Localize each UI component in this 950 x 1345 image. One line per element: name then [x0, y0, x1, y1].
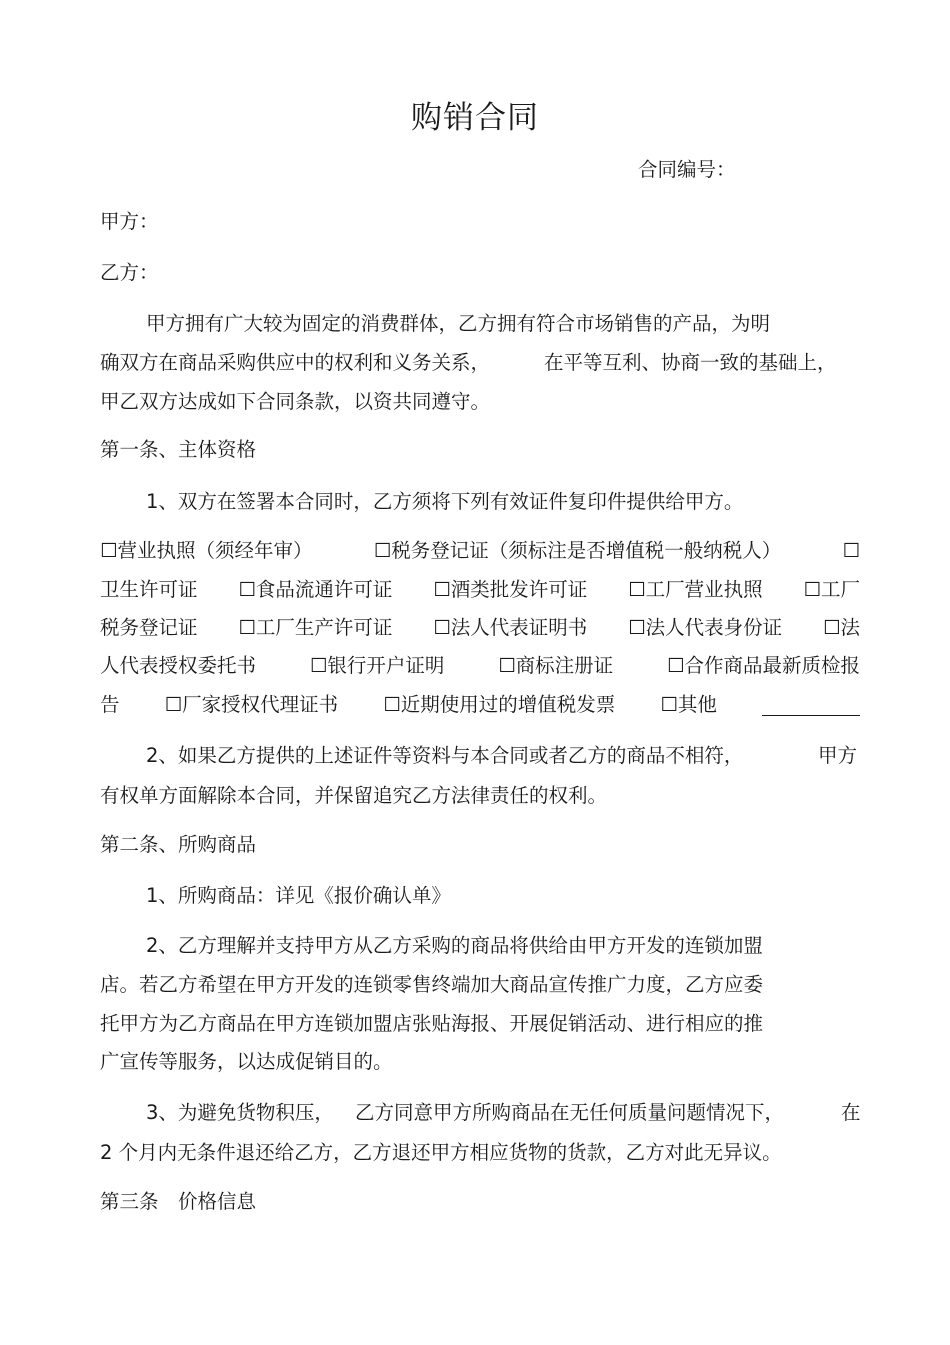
- article-2-clause-2-line-4: 广宣传等服务，以达成促销目的。: [100, 1050, 393, 1073]
- checklist-item: ☐其他: [660, 693, 717, 716]
- checklist-item: ☐工厂营业执照: [628, 578, 763, 601]
- document-checklist-row-4: [100, 653, 860, 679]
- checklist-item: ☐近期使用过的增值税发票: [383, 693, 616, 716]
- preamble-line-1: 甲方拥有广大较为固定的消费群体，乙方拥有符合市场销售的产品，为明: [146, 312, 771, 335]
- party-b-label: 乙方：: [100, 261, 159, 284]
- article-1-clause-2-b: 甲方: [818, 744, 858, 767]
- article-3-heading: 第三条 价格信息: [100, 1190, 257, 1213]
- document-checklist-row-1: [100, 538, 860, 564]
- checklist-item: ☐营业执照（须经年审）: [100, 539, 313, 562]
- checklist-item: ☐银行开户证明: [309, 654, 445, 677]
- checklist-item: ☐法人代表身份证: [628, 616, 783, 639]
- article-2-heading: 第二条、所购商品: [100, 833, 257, 856]
- checklist-item: ☐法人代表证明书: [433, 616, 588, 639]
- article-2-clause-3-c: 在: [841, 1101, 861, 1124]
- party-a-label: 甲方：: [100, 210, 159, 233]
- document-checklist-row-3: [100, 615, 860, 641]
- article-1-clause-2-line-2: 有权单方面解除本合同，并保留追究乙方法律责任的权利。: [100, 784, 608, 807]
- article-2-clause-2-line-2: 店。若乙方希望在甲方开发的连锁零售终端加大商品宣传推广力度，乙方应委: [100, 973, 764, 996]
- checklist-item: ☐酒类批发许可证: [433, 578, 588, 601]
- document-title: 购销合同: [411, 100, 539, 136]
- checklist-item: ☐合作商品最新质检报: [667, 654, 860, 677]
- checklist-item: 告: [100, 693, 120, 716]
- article-2-clause-3-a: 3、为避免货物积压，: [146, 1101, 334, 1124]
- document-checklist-row-5: [100, 692, 860, 718]
- checklist-item: 卫生许可证: [100, 578, 198, 601]
- preamble-line-3: 甲乙双方达成如下合同条款，以资共同遵守。: [100, 390, 491, 413]
- article-2-clause-3-b: 乙方同意甲方所购商品在无任何质量问题情况下，: [355, 1101, 785, 1124]
- article-2-clause-3-line-2: 2 个月内无条件退还给乙方，乙方退还甲方相应货物的货款，乙方对此无异议。: [100, 1141, 782, 1164]
- checklist-item: ☐食品流通许可证: [238, 578, 393, 601]
- checklist-item: ☐工厂: [803, 578, 860, 601]
- preamble-line-2a: 确双方在商品采购供应中的权利和义务关系，: [100, 351, 491, 374]
- article-2-clause-2-line-1: 2、乙方理解并支持甲方从乙方采购的商品将供给由甲方开发的连锁加盟: [146, 934, 763, 957]
- contract-number-label: 合同编号：: [638, 158, 736, 181]
- article-1-heading: 第一条、主体资格: [100, 438, 257, 461]
- document-checklist-row-2: [100, 577, 860, 603]
- checklist-item: ☐法: [822, 616, 860, 639]
- checklist-item: ☐: [842, 539, 860, 562]
- article-1-clause-1: 1、双方在签署本合同时，乙方须将下列有效证件复印件提供给甲方。: [146, 490, 744, 513]
- article-2-clause-2-line-3: 托甲方为乙方商品在甲方连锁加盟店张贴海报、开展促销活动、进行相应的推: [100, 1012, 764, 1035]
- article-1-clause-2-a: 2、如果乙方提供的上述证件等资料与本合同或者乙方的商品不相符，: [146, 744, 744, 767]
- other-fill-blank: [762, 695, 860, 716]
- checklist-item: ☐厂家授权代理证书: [164, 693, 339, 716]
- checklist-item: 人代表授权委托书: [100, 654, 257, 677]
- checklist-item: 税务登记证: [100, 616, 198, 639]
- checklist-item: ☐工厂生产许可证: [238, 616, 393, 639]
- checklist-item: ☐税务登记证（须标注是否增值税一般纳税人）: [373, 539, 782, 562]
- article-2-clause-1: 1、所购商品：详见《报价确认单》: [146, 884, 451, 907]
- preamble-line-2b: 在平等互利、协商一致的基础上，: [544, 351, 837, 374]
- checklist-item: ☐商标注册证: [498, 654, 614, 677]
